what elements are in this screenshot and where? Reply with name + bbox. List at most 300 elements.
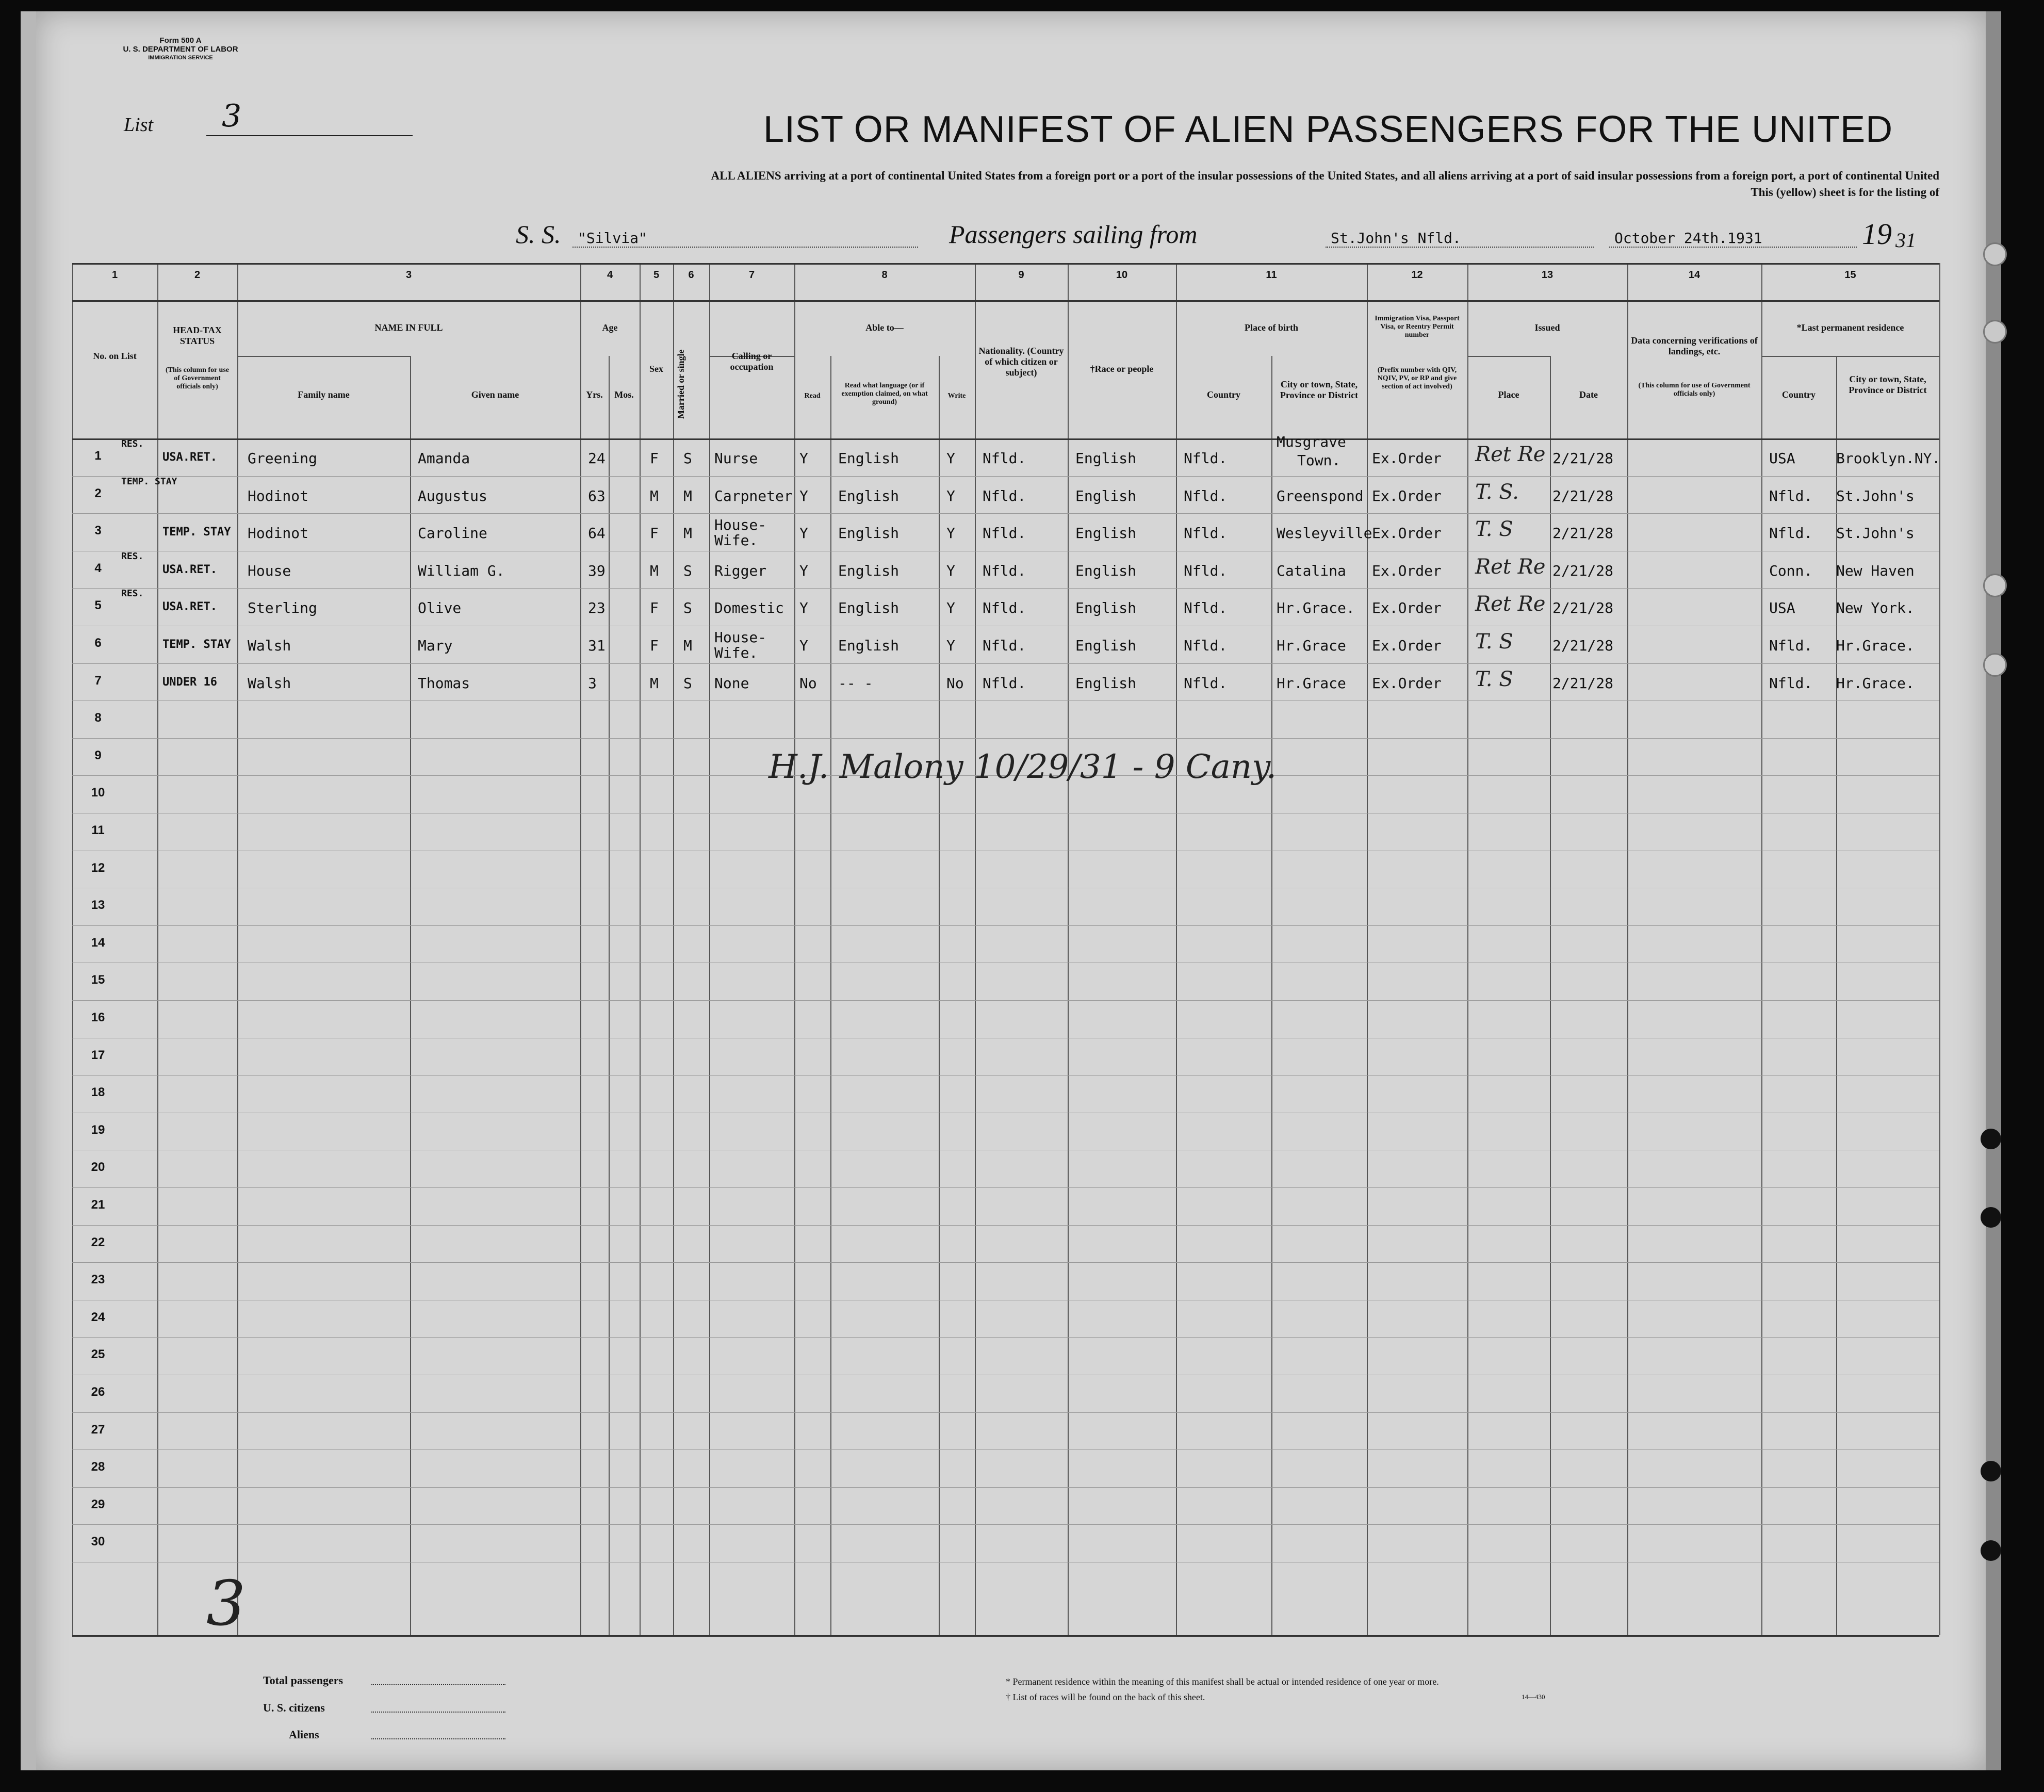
cell-nationality: Nfld. xyxy=(983,525,1026,542)
cell-res-country: Nfld. xyxy=(1769,525,1813,542)
cell-can-read: Y xyxy=(799,599,808,617)
header-res-country: Country xyxy=(1781,389,1816,400)
cell-can-read: Y xyxy=(799,562,808,579)
cell-visa-number: Ex.Order xyxy=(1372,525,1442,542)
row-number: 1 xyxy=(94,449,102,463)
row-rule xyxy=(72,513,1939,514)
row-rule xyxy=(72,1075,1939,1076)
row-number: 22 xyxy=(91,1235,105,1249)
row-number: 13 xyxy=(91,898,105,913)
row-number: 26 xyxy=(91,1385,105,1399)
row-number: 27 xyxy=(91,1422,105,1437)
footer-total-passengers: Total passengers xyxy=(263,1674,344,1687)
cell-issued-date: 2/21/28 xyxy=(1552,637,1614,654)
header-married: Married or single xyxy=(676,349,686,419)
cell-birth-country: Nfld. xyxy=(1184,637,1228,654)
cell-nationality: Nfld. xyxy=(983,450,1026,467)
cell-read-language: English xyxy=(838,562,900,579)
cell-sex: M xyxy=(650,562,659,579)
header-head-tax: HEAD-TAX STATUS xyxy=(173,325,222,346)
cell-head-tax-prefix: RES. xyxy=(121,550,144,562)
row-number: 25 xyxy=(91,1347,105,1362)
col-line xyxy=(939,356,940,1635)
cell-marital-status: S xyxy=(683,450,692,467)
cell-birth-country: Nfld. xyxy=(1184,562,1228,579)
col-line xyxy=(1761,263,1762,1635)
page-edge-left xyxy=(21,11,36,1770)
row-rule xyxy=(72,1262,1939,1263)
cell-can-write: Y xyxy=(946,487,955,504)
list-label: List xyxy=(124,114,154,136)
col-line xyxy=(1176,263,1177,1635)
header-name-in-full: NAME IN FULL xyxy=(374,322,443,333)
cell-head-tax-prefix: TEMP. STAY xyxy=(121,476,177,487)
cell-age-years: 31 xyxy=(588,637,606,654)
cell-marital-status: M xyxy=(683,637,692,654)
cell-res-country: Conn. xyxy=(1769,562,1813,579)
cell-family-name: Greening xyxy=(248,450,317,467)
col-line xyxy=(410,356,411,1635)
cell-head-tax-prefix: RES. xyxy=(121,588,144,599)
cell-race: English xyxy=(1075,525,1137,542)
header-verifications: Data concerning verifications of landings, etc. xyxy=(1631,335,1758,356)
cell-res-city: New Haven xyxy=(1836,562,1915,579)
col-number: 6 xyxy=(688,269,694,281)
cell-given-name: Mary xyxy=(418,637,453,654)
cell-birth-country: Nfld. xyxy=(1184,487,1228,504)
cell-occupation: Carpneter xyxy=(714,487,793,504)
row-rule xyxy=(72,1000,1939,1001)
cell-visa-number: Ex.Order xyxy=(1372,674,1442,692)
header-issued-date: Date xyxy=(1579,389,1598,400)
cell-res-city: Hr.Grace. xyxy=(1836,674,1915,692)
cell-issued-date: 2/21/28 xyxy=(1552,674,1614,692)
header-read-language: Read what language (or if exemption claimed, on what ground) xyxy=(841,382,928,406)
cell-issued-date: 2/21/28 xyxy=(1552,599,1614,617)
header-write: Write xyxy=(947,392,966,400)
row-number: 16 xyxy=(91,1011,105,1024)
cell-nationality: Nfld. xyxy=(983,674,1026,692)
header-visa-note: (Prefix number with QIV, NQIV, PV, or RP and give section of act involved) xyxy=(1377,366,1457,390)
col-number: 8 xyxy=(881,269,888,281)
row-number: 15 xyxy=(91,973,105,987)
cell-given-name: Olive xyxy=(418,599,462,617)
cell-race: English xyxy=(1075,599,1137,617)
cell-can-write: Y xyxy=(946,637,955,654)
binder-hole xyxy=(1983,242,2007,266)
cell-given-name: Caroline xyxy=(418,525,487,542)
row-number: 24 xyxy=(91,1310,105,1324)
list-number: 3 xyxy=(222,98,242,134)
col-line xyxy=(1627,263,1628,1635)
cell-birth-country: Nfld. xyxy=(1184,525,1228,542)
cell-res-city: St.John's xyxy=(1836,525,1915,542)
binder-hole xyxy=(1981,1461,2001,1481)
row-number: 12 xyxy=(91,860,105,875)
cell-can-write: No xyxy=(946,674,964,692)
cell-nationality: Nfld. xyxy=(983,599,1026,617)
cell-issued-place: Ret Re xyxy=(1475,555,1546,579)
header-no-on-list: No. on List xyxy=(93,351,137,361)
cell-marital-status: S xyxy=(683,562,692,579)
cell-birth-city: Hr.Grace xyxy=(1277,674,1346,692)
cell-can-read: Y xyxy=(799,450,808,467)
form-service: IMMIGRATION SERVICE xyxy=(148,55,213,61)
col-line xyxy=(1550,356,1551,1635)
cell-nationality: Nfld. xyxy=(983,562,1026,579)
header-visa: Immigration Visa, Passport Visa, or Reentry Permit number xyxy=(1375,315,1460,339)
header-nationality: Nationality. (Country of which citizen or subject) xyxy=(978,346,1064,378)
cell-birth-country: Nfld. xyxy=(1184,450,1228,467)
cell-race: English xyxy=(1075,487,1137,504)
col-line xyxy=(673,263,674,1635)
table-top-rule xyxy=(72,263,1939,265)
cell-read-language: -- - xyxy=(838,674,873,692)
cell-head-tax-status: USA.RET. xyxy=(162,451,217,464)
row-number: 19 xyxy=(91,1122,105,1137)
cell-occupation-line2: Wife. xyxy=(714,644,758,661)
cell-issued-place: T. S xyxy=(1475,667,1513,691)
cell-can-write: Y xyxy=(946,599,955,617)
row-number: 14 xyxy=(91,935,105,950)
cell-res-city: St.John's xyxy=(1836,487,1915,504)
sailing-date: October 24th.1931 xyxy=(1614,230,1762,247)
row-number: 11 xyxy=(91,823,105,837)
col-line xyxy=(709,263,710,1635)
header-place-of-birth: Place of birth xyxy=(1245,322,1298,333)
form-department: U. S. DEPARTMENT OF LABOR xyxy=(123,45,238,54)
header-read: Read xyxy=(804,392,821,400)
cell-can-read: Y xyxy=(799,487,808,504)
cell-given-name: Amanda xyxy=(418,450,470,467)
cell-race: English xyxy=(1075,450,1137,467)
col-number: 7 xyxy=(748,269,755,281)
handwritten-page-mark: 3 xyxy=(206,1568,246,1640)
page-title: LIST OR MANIFEST OF ALIEN PASSENGERS FOR THE UNITED xyxy=(763,109,1893,150)
footer-note-races: † List of races will be found on the back of this sheet. xyxy=(1006,1692,1205,1702)
handwritten-signature: H.J. Malony 10/29/31 - 9 Cany. xyxy=(768,748,1277,786)
col-line xyxy=(794,263,795,1635)
cell-issued-place: T. S. xyxy=(1475,480,1519,504)
cell-marital-status: M xyxy=(683,525,692,542)
footer-code: 14—430 xyxy=(1522,1693,1545,1701)
cell-head-tax-status: TEMP. STAY xyxy=(162,638,231,651)
cell-sex: F xyxy=(650,525,659,542)
cell-nationality: Nfld. xyxy=(983,487,1026,504)
row-number: 30 xyxy=(91,1535,105,1549)
cell-occupation: Rigger xyxy=(714,562,767,579)
col-line xyxy=(609,356,610,1635)
row-number: 28 xyxy=(91,1460,105,1474)
cell-head-tax-status: UNDER 16 xyxy=(162,675,217,689)
row-rule xyxy=(72,1487,1939,1488)
cell-race: English xyxy=(1075,637,1137,654)
cell-marital-status: M xyxy=(683,487,692,504)
header-able-to: Able to— xyxy=(865,322,904,333)
cell-occupation: Domestic xyxy=(714,599,784,617)
col-number: 4 xyxy=(607,269,613,281)
col-line xyxy=(1939,263,1940,1635)
cell-read-language: English xyxy=(838,450,900,467)
year-prefix: 19 xyxy=(1862,217,1892,251)
row-number: 10 xyxy=(91,786,105,800)
passengers-sailing-label: Passengers sailing from xyxy=(949,220,1198,249)
col-number: 9 xyxy=(1018,269,1024,281)
cell-head-tax-status: TEMP. STAY xyxy=(162,526,231,539)
row-number: 2 xyxy=(94,486,102,500)
col-number: 13 xyxy=(1541,269,1554,281)
row-number: 9 xyxy=(94,748,102,762)
cell-visa-number: Ex.Order xyxy=(1372,487,1442,504)
col-number: 15 xyxy=(1844,269,1856,281)
cell-birth-city-line2: Town. xyxy=(1297,452,1341,469)
col-number: 12 xyxy=(1411,269,1423,281)
cell-can-read: Y xyxy=(799,637,808,654)
table-bottom-rule xyxy=(72,1635,1939,1637)
row-rule xyxy=(72,1412,1939,1413)
cell-occupation: House- xyxy=(714,516,767,534)
col-number: 5 xyxy=(653,269,660,281)
row-rule xyxy=(72,700,1939,701)
cell-given-name: Augustus xyxy=(418,487,487,504)
cell-read-language: English xyxy=(838,525,900,542)
header-calling: Calling or occupation xyxy=(730,351,774,372)
cell-family-name: Walsh xyxy=(248,637,291,654)
row-rule xyxy=(72,663,1939,664)
cell-age-years: 39 xyxy=(588,562,606,579)
subhead-rule xyxy=(237,356,410,357)
cell-res-country: Nfld. xyxy=(1769,637,1813,654)
header-family-name: Family name xyxy=(298,389,350,400)
row-number: 4 xyxy=(94,561,102,575)
row-number: 23 xyxy=(91,1273,105,1287)
cell-read-language: English xyxy=(838,599,900,617)
col-number: 2 xyxy=(194,269,201,281)
row-rule xyxy=(72,1225,1939,1226)
cell-birth-country: Nfld. xyxy=(1184,599,1228,617)
row-number: 18 xyxy=(91,1085,105,1100)
date-dotline xyxy=(1609,247,1857,248)
cell-occupation-line2: Wife. xyxy=(714,532,758,549)
row-rule xyxy=(72,588,1939,589)
footer-dotline xyxy=(371,1684,505,1685)
cell-family-name: Hodinot xyxy=(248,525,309,542)
cell-sex: F xyxy=(650,450,659,467)
header-birth-city: City or town, State, Province or District xyxy=(1280,379,1359,400)
cell-birth-city: Musgrave xyxy=(1277,433,1346,450)
ss-label: S. S. xyxy=(516,220,561,249)
header-res-city: City or town, State, Province or District xyxy=(1849,374,1927,395)
cell-age-years: 23 xyxy=(588,599,606,617)
header-birth-country: Country xyxy=(1206,389,1240,400)
cell-can-write: Y xyxy=(946,525,955,542)
col-line xyxy=(580,263,581,1635)
row-number: 21 xyxy=(91,1198,105,1212)
subtitle-line-1: ALL ALIENS arriving at a port of continental United States from a foreign port or a port of the insular possessions of the United States, and all aliens arriving at a port of said insular possessions from a foreign port, a port of continental United xyxy=(711,169,1939,182)
footer-dotline xyxy=(371,1712,505,1713)
ship-dotline xyxy=(573,247,918,248)
row-number: 6 xyxy=(94,636,102,650)
cell-family-name: Hodinot xyxy=(248,487,309,504)
col-line xyxy=(237,263,238,1635)
cell-res-country: Nfld. xyxy=(1769,487,1813,504)
cell-occupation: None xyxy=(714,674,749,692)
cell-head-tax-status: USA.RET. xyxy=(162,563,217,576)
cell-sex: F xyxy=(650,599,659,617)
cell-issued-place: Ret Re xyxy=(1475,443,1546,466)
form-number: Form 500 A xyxy=(159,36,202,45)
cell-read-language: English xyxy=(838,487,900,504)
col-line xyxy=(1271,356,1272,1635)
cell-res-country: Nfld. xyxy=(1769,674,1813,692)
col-number: 3 xyxy=(405,269,412,281)
header-verifications-note: (This column for use of Government officials only) xyxy=(1638,382,1751,398)
cell-issued-date: 2/21/28 xyxy=(1552,487,1614,504)
cell-can-write: Y xyxy=(946,450,955,467)
cell-visa-number: Ex.Order xyxy=(1372,450,1442,467)
cell-issued-place: Ret Re xyxy=(1475,592,1546,616)
binder-hole xyxy=(1981,1540,2001,1561)
cell-visa-number: Ex.Order xyxy=(1372,599,1442,617)
col-line xyxy=(1068,263,1069,1635)
row-number: 3 xyxy=(94,524,102,538)
cell-birth-city: Hr.Grace. xyxy=(1277,599,1355,617)
cell-sex: F xyxy=(650,637,659,654)
cell-age-years: 64 xyxy=(588,525,606,542)
cell-issued-date: 2/21/28 xyxy=(1552,525,1614,542)
row-number: 17 xyxy=(91,1048,105,1062)
cell-res-country: USA xyxy=(1769,599,1795,617)
cell-res-city: New York. xyxy=(1836,599,1915,617)
cell-can-write: Y xyxy=(946,562,955,579)
cell-issued-place: T. S xyxy=(1475,517,1513,542)
cell-birth-country: Nfld. xyxy=(1184,674,1228,692)
cell-age-years: 3 xyxy=(588,674,597,692)
col-line xyxy=(1367,263,1368,1635)
row-rule xyxy=(72,1187,1939,1188)
cell-issued-date: 2/21/28 xyxy=(1552,450,1614,467)
col-line xyxy=(157,263,158,1635)
footer-us-citizens: U. S. citizens xyxy=(263,1701,325,1714)
col-line xyxy=(640,263,641,1635)
cell-race: English xyxy=(1075,562,1137,579)
cell-head-tax-prefix: RES. xyxy=(121,438,144,449)
row-number: 20 xyxy=(91,1160,105,1175)
col-number: 10 xyxy=(1116,269,1128,281)
cell-birth-city: Catalina xyxy=(1277,562,1346,579)
cell-read-language: English xyxy=(838,637,900,654)
header-yrs: Yrs. xyxy=(586,389,603,400)
header-race: †Race or people xyxy=(1090,364,1154,374)
col-number: 1 xyxy=(111,269,118,281)
list-underline xyxy=(206,135,413,136)
ship-name: "Silvia" xyxy=(578,230,647,247)
row-rule xyxy=(72,1449,1939,1450)
cell-family-name: Walsh xyxy=(248,674,291,692)
cell-marital-status: S xyxy=(683,674,692,692)
cell-age-years: 24 xyxy=(588,450,606,467)
col-number: 11 xyxy=(1266,269,1277,281)
port-dotline xyxy=(1326,247,1594,248)
cell-birth-city: Greenspond xyxy=(1277,487,1364,504)
cell-family-name: House xyxy=(248,562,291,579)
cell-marital-status: S xyxy=(683,599,692,617)
row-rule xyxy=(72,1524,1939,1525)
cell-nationality: Nfld. xyxy=(983,637,1026,654)
subhead-rule xyxy=(1761,356,1939,357)
header-age: Age xyxy=(602,322,618,333)
row-number: 8 xyxy=(94,711,102,725)
cell-birth-city: Hr.Grace xyxy=(1277,637,1346,654)
cell-can-read: Y xyxy=(799,525,808,542)
footer-aliens: Aliens xyxy=(289,1728,319,1741)
header-given-name: Given name xyxy=(471,389,519,400)
header-head-tax-note: (This column for use of Government officials only) xyxy=(165,366,230,390)
binder-hole xyxy=(1983,653,2007,677)
cell-visa-number: Ex.Order xyxy=(1372,562,1442,579)
cell-issued-date: 2/21/28 xyxy=(1552,562,1614,579)
cell-birth-city: Wesleyville xyxy=(1277,525,1372,542)
cell-res-city: Hr.Grace. xyxy=(1836,637,1915,654)
row-rule xyxy=(72,1337,1939,1338)
subhead-rule xyxy=(1467,356,1550,357)
col-line xyxy=(830,356,831,1635)
cell-issued-place: T. S xyxy=(1475,630,1513,654)
year-suffix: 31 xyxy=(1895,229,1916,252)
cell-sex: M xyxy=(650,674,659,692)
header-last-residence: *Last permanent residence xyxy=(1796,322,1904,333)
cell-head-tax-status: USA.RET. xyxy=(162,600,217,614)
footer-note-residence: * Permanent residence within the meaning of this manifest shall be actual or intended residence of one year or more. xyxy=(1006,1676,1439,1687)
header-bottom-rule xyxy=(72,438,1939,440)
row-rule xyxy=(72,476,1939,477)
cell-given-name: William G. xyxy=(418,562,505,579)
binder-hole xyxy=(1981,1207,2001,1228)
cell-occupation: Nurse xyxy=(714,450,758,467)
header-mos: Mos. xyxy=(614,389,634,400)
cell-family-name: Sterling xyxy=(248,599,317,617)
subtitle-line-2: This (yellow) sheet is for the listing of xyxy=(1751,186,1939,199)
row-number: 7 xyxy=(94,673,102,688)
cell-race: English xyxy=(1075,674,1137,692)
manifest-table xyxy=(72,263,1939,1635)
col-line xyxy=(975,263,976,1635)
row-rule xyxy=(72,738,1939,739)
row-number: 29 xyxy=(91,1497,105,1511)
row-rule xyxy=(72,925,1939,926)
cell-given-name: Thomas xyxy=(418,674,470,692)
col-number: 14 xyxy=(1688,269,1700,281)
binder-hole xyxy=(1983,574,2007,597)
colnum-rule xyxy=(72,300,1939,302)
row-number: 5 xyxy=(94,598,102,613)
header-issued: Issued xyxy=(1534,322,1560,333)
cell-res-city: Brooklyn.NY. xyxy=(1836,450,1941,467)
cell-occupation: House- xyxy=(714,629,767,646)
cell-res-country: USA xyxy=(1769,450,1795,467)
header-issued-place: Place xyxy=(1498,389,1519,400)
departure-port: St.John's Nfld. xyxy=(1331,230,1461,247)
form-identifier xyxy=(119,36,242,62)
cell-can-read: No xyxy=(799,674,817,692)
col-line xyxy=(1467,263,1468,1635)
cell-sex: M xyxy=(650,487,659,504)
cell-age-years: 63 xyxy=(588,487,606,504)
cell-visa-number: Ex.Order xyxy=(1372,637,1442,654)
col-line xyxy=(1836,356,1837,1635)
header-sex: Sex xyxy=(649,364,663,374)
binder-hole xyxy=(1983,320,2007,344)
